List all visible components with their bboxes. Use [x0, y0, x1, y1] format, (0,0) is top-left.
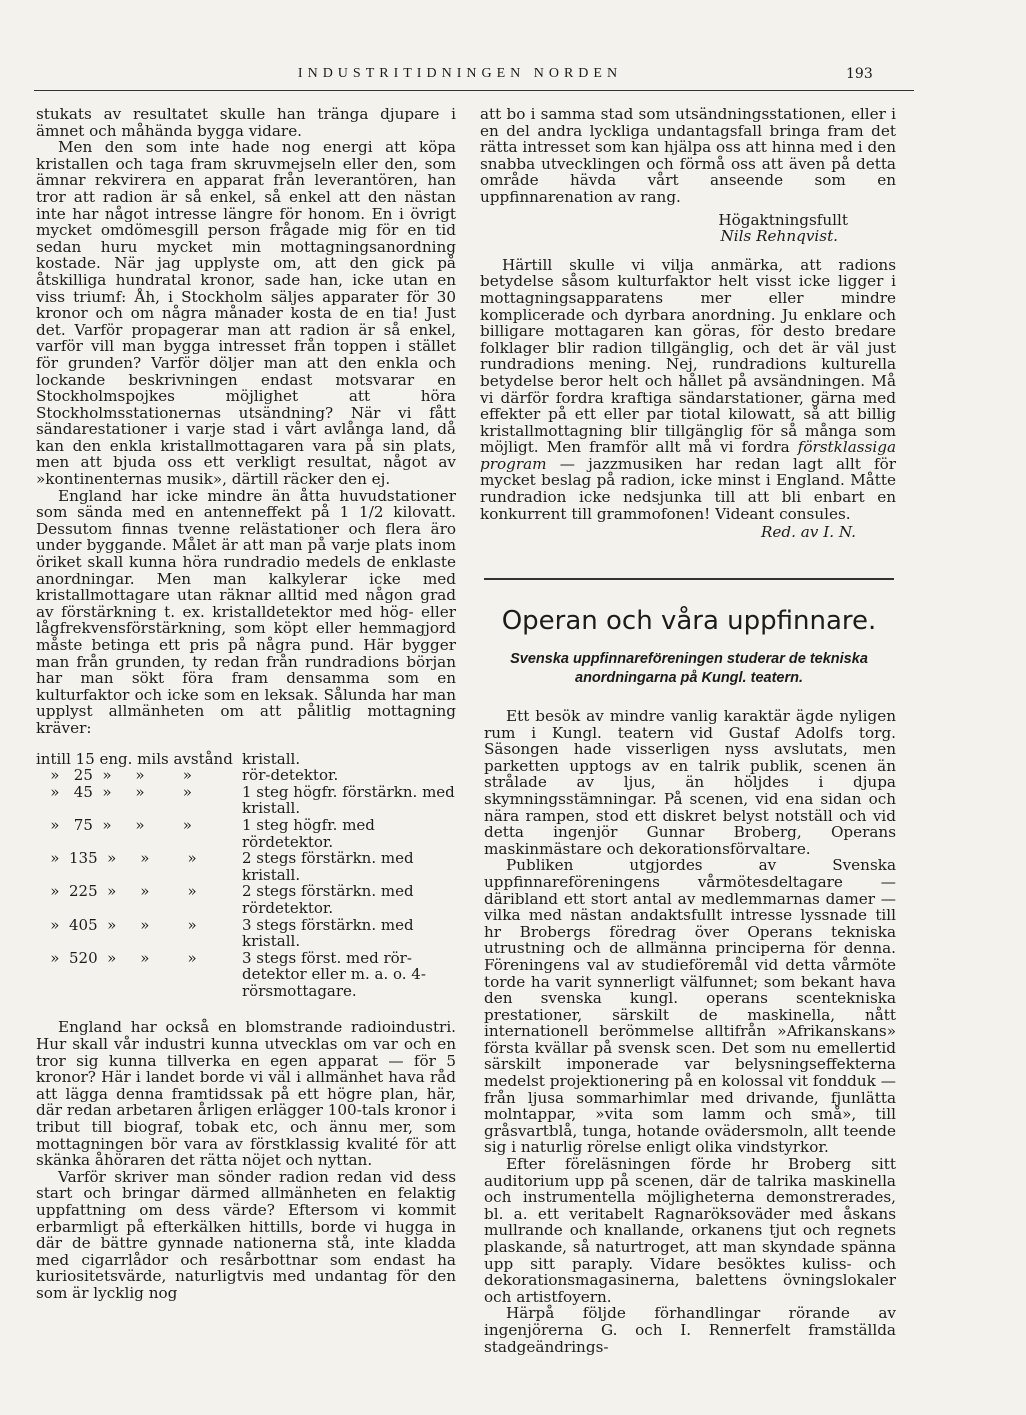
table-row [36, 817, 456, 850]
equipment-cell: 3 stegs förstärkn. med kristall. [242, 915, 414, 951]
editor-note-text: — jazzmusiken har redan lagt allt för mycket beslag på radion, icke minst i England. Måtte rundradion icke nedsjunka till att bli enbart en konkurrent till grammofonen! Videant consules. [480, 454, 897, 523]
equipment-cell: 2 stegs förstärkn. med kristall. [242, 849, 414, 884]
table-row [36, 883, 456, 916]
paragraph: stukats av resultatet skulle han tränga djupare i ämnet och måhända bygga vidare. [36, 105, 456, 140]
paragraph: Ett besök av mindre vanlig karaktär ägde nyligen rum i Kungl. teatern vid Gustaf Adolfs torg. Säsongen hade visserligen nyss avslutats, men parketten upptogs av en talrik publik, scenen än strålade av ljus, än höljdes i djupa skymningsstämningar. På scenen, vid ena sidan och nära rampen, stod ett diskret belyst notställ och vid detta ingenjör Gunnar Broberg, Operans maskinmästare och dekorationsförvaltare. [484, 707, 896, 858]
paragraph: Men den som inte hade nog energi att köpa kristallen och taga fram skruvmejseln eller den, som ämnar rekvirera en apparat från leverantören, han tror att radion är så enkel, så enkel att den nästan inte har något intresse längre för honom. En i övrigt mycket omdömesgill person frågade mig för en tid sedan huru mycket min mottagningsanordning kostade. När jag upplyste om, att den gick på åtskilliga hundratal kronor, sade han, icke utan en viss triumf: Åh, i Stockholm säljes apparater för 30 kronor och om några månader kosta de en tia! Just det. Varför propagerar man att radion är så enkel, varför vill man bygga intresset från toppen i stället för grunden? Varför döljer man att den enkla och lockande beskrivningen endast motsvarar en Stockholmspojkes möjlighet att höra Stockholmsstationernas utsändning? När vi fått sändarestationer i varje stad i vårt avlånga land, då kan den enkla kristallmottagaren vara på sin plats, men att bjuda oss ett verkligt resultat, något av »kontinenternas musik», därtill räcker den ej. [36, 138, 456, 489]
equipment-cell: rör-detektor. [242, 766, 339, 785]
paragraph: Publiken utgjordes av Svenska uppfinnareföreningens vårmötesdeltagare — däribland ett stort antal av medlemmarnas damer — vilka med nästan andaktsfullt intresse lyssnade till hr Brobergs föredrag över Operans tekniska utrustning och de allmänna principerna för denna. Föreningens val av studieföremål vid detta vårmöte torde ha varit synnerligt välfunnet; som bekant hava den svenska kungl. operans scentekniska prestationer, särskilt de maskinella, nått internationell berömmelse alltifrån »Afrikanskans» första kvällar på svensk scen. Det som nu emellertid särskilt imponerade var belysningseffekterna medelst projektionering på en kolossal vit fondduk — från ljusa sommarhimlar med drivande, fjunlätta molntappar, »vita som lamm och små», till gråsvartblå, tunga, hotande ovädersmoln, allt teende sig i naturlig rörelse enligt olika vindstyrkor. [484, 856, 896, 1157]
equipment-cell: 1 steg högfr. förstärkn. med kristall. [242, 782, 455, 818]
distance-cell: » 520 » » » [36, 948, 197, 967]
equipment-cell: kristall. [242, 749, 301, 768]
running-header [0, 66, 1026, 88]
table-row [36, 917, 456, 950]
section-divider [484, 578, 894, 580]
equipment-cell: 3 stegs först. med rör-detektor eller m. a. o. 4-rörsmottagare. [242, 948, 426, 1000]
distance-cell: » 25 » » » [36, 766, 192, 785]
page-number: 193 [846, 66, 873, 82]
paragraph: England har också en blomstrande radioindustri. Hur skall vår industri kunna utvecklas om var och en tror sig kunna tillverka en egen apparat — för 5 kronor? Här i landet borde vi väl i allmänhet hava råd att lägga denna framtidssak på ett högre plan, här, där redan arbetaren årligen erlägger 100-tals kronor i tribut till biograf, tobak etc, och ännu mer, som mottagningen bör vara av förstklassig kvalité för att skänka åhöraren det rätta nöjet och nyttan. [36, 1018, 456, 1170]
distance-cell: » 135 » » » [36, 849, 197, 868]
paragraph: Härpå följde förhandlingar rörande av ingenjörerna G. och I. Rennerfelt framställda stadgeändrings- [484, 1304, 896, 1356]
emphasis: förstklassiga program [480, 438, 896, 473]
equipment-cell: 1 steg högfr. med rördetektor. [242, 815, 375, 851]
distance-cell: » 405 » » » [36, 915, 197, 934]
distance-cell: » 75 » » » [36, 815, 192, 834]
editor-signature: Red. av I. N. [760, 523, 856, 542]
table-row [36, 784, 456, 817]
header-rule [34, 90, 914, 91]
table-row [36, 950, 456, 1000]
paragraph: Varför skriver man sönder radion redan vid dess start och bringar därmed allmänheten en felaktig uppfattning om dess värde? Eftersom vi kommit erbarmligt på efterkälken hittills, borde vi hugga in där de bättre gynnade nationerna stå, inte kladda med cigarrlådor och resårbottnar som endast ha kuriositetsvärde, naturligtvis med undantag för den som är lycklig nog [36, 1167, 456, 1302]
table-row [36, 767, 456, 784]
editor-note-text: Härtill skulle vi vilja anmärka, att radions betydelse såsom kulturfaktor helt visst icke ligger i mottagningsapparatens mer eller mindre komplicerade och dyrbara anordning. Ju enklare och billigare mottagaren kan göras, för desto bredare folklager blir radion tillgänglig, och det är väl just rundradions mening. Nej, rundradions kulturella betydelse beror helt och hållet på avsändningen. Må vi därför fordra kraftiga sändarstationer, gärna med effekter på ett eller par tiotal kilowatt, så att billig kristallmottagning blir tillgänglig för så många som möjligt. Men framför allt må vi fordra [480, 255, 896, 457]
reception-distance-table [36, 751, 456, 1000]
letter-signature: Nils Rehnqvist. [720, 227, 838, 246]
paragraph: Efter föreläsningen förde hr Broberg sitt auditorium upp på scenen, där de talrika maskinella och instrumentella möjligheterna demonstrerades, bl. a. ett veritabelt Ragnaröksoväder med åskans mullrande och knallande, orkanens tjut och regnets plaskande, så naturtroget, att man skyndade spänna upp sitt paraply. Vidare besöktes kuliss- och dekorationsmagasinerna, balettens övningslokaler och artistfoyern. [484, 1155, 896, 1306]
article-body [484, 708, 896, 1355]
journal-title: INDUSTRITIDNINGEN NORDEN [297, 66, 623, 81]
editor-note [480, 257, 896, 523]
table-row [36, 850, 456, 883]
table-row [36, 751, 456, 768]
distance-cell: intill 15 eng. mils avstånd [36, 749, 233, 768]
left-column [36, 106, 456, 1302]
paragraph: att bo i samma stad som utsändningsstationen, eller i en del andra lyckliga undantagsfall bringa fram det rätta intresset som kan hjälpa oss att hinna med i den snabba utvecklingen och förmå oss att även på detta område hävda vårt anseende som en uppfinnarenation av rang. [480, 105, 896, 206]
distance-cell: » 45 » » » [36, 782, 192, 801]
paragraph: England har icke mindre än åtta huvudstationer som sända med en antenneffekt på 1 1/2 kilovatt. Dessutom finnas tvenne relästationer och flera äro under byggande. Målet är att man på varje plats inom öriket skall kunna höra rundradio medels de enklaste anordningar. Men man kalkylerar icke med kristallmottagare utan räknar alltid med någon grad av förstärkning t. ex. kristalldetektor med hög- eller lågfrekvensförstärkning, som köpt eller hemmagjord måste betinga ett pris på några pund. Här bygger man från grunden, ty redan från rundradions början har man sökt föra fram densamma som en kulturfaktor och icke som en leksak. Sålunda har man upplyst allmänheten om att pålitlig mottagning kräver: [36, 486, 456, 737]
article-subtitle: Svenska uppfinnareföreningen studerar de tekniska anordningarna på Kungl. teatern. [510, 651, 868, 686]
right-column [480, 106, 896, 541]
equipment-cell: 2 stegs förstärkn. med rördetektor. [242, 882, 414, 917]
distance-cell: » 225 » » » [36, 882, 197, 901]
article-title: Operan och våra uppfinnare. [501, 606, 877, 636]
letter-closing: Högaktningsfullt [718, 210, 848, 229]
